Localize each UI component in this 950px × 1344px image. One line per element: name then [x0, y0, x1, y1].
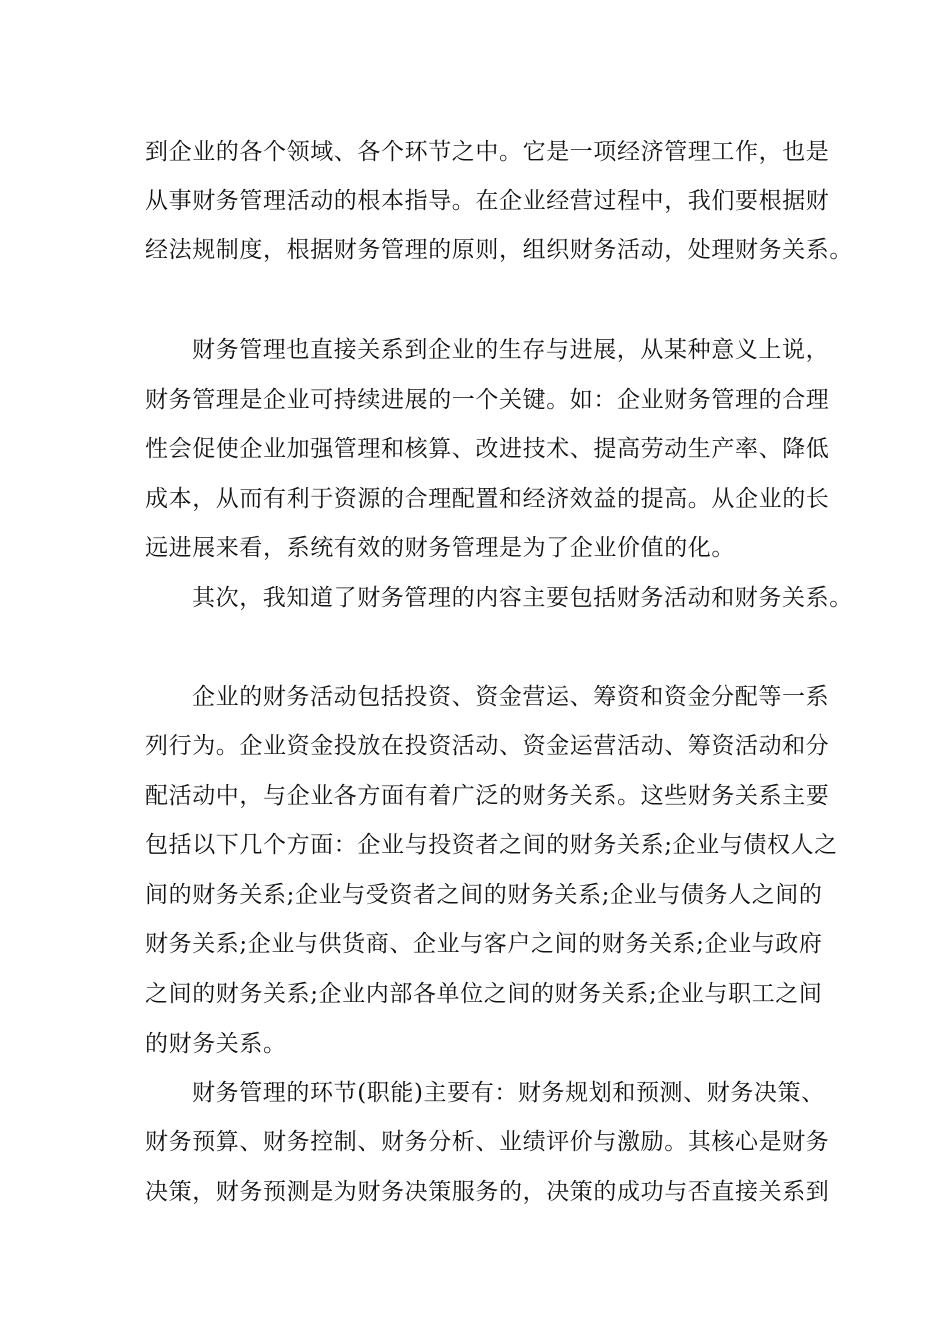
text-line: 包括以下几个方面：企业与投资者之间的财务关系;企业与债权人之 — [145, 832, 838, 858]
text-line: 企业的财务活动包括投资、资金营运、筹资和资金分配等一系 — [192, 684, 830, 710]
text-line: 财务管理的环节(职能)主要有：财务规划和预测、财务决策、 — [192, 1080, 825, 1106]
text-line: 远进展来看，系统有效的财务管理是为了企业价值的化。 — [145, 535, 735, 561]
text-line: 配活动中，与企业各方面有着广泛的财务关系。这些财务关系主要 — [145, 783, 830, 809]
text-line: 财务管理也直接关系到企业的生存与进展，从某种意义上说， — [192, 337, 830, 363]
text-line: 财务关系;企业与供货商、企业与客户之间的财务关系;企业与政府 — [145, 931, 823, 957]
text-line: 的财务关系。 — [145, 1031, 287, 1057]
text-line: 间的财务关系;企业与受资者之间的财务关系;企业与债务人之间的 — [145, 882, 823, 908]
text-line: 财务管理是企业可持续进展的一个关键。如：企业财务管理的合理 — [145, 387, 830, 413]
text-line: 经法规制度，根据财务管理的原则，组织财务活动，处理财务关系。 — [145, 237, 853, 263]
text-line: 到企业的各个领域、各个环节之中。它是一项经济管理工作，也是 — [145, 139, 830, 165]
text-line: 决策，财务预测是为财务决策服务的，决策的成功与否直接关系到 — [145, 1179, 830, 1205]
text-line: 性会促使企业加强管理和核算、改进技术、提高劳动生产率、降低 — [145, 436, 830, 462]
text-line: 列行为。企业资金投放在投资活动、资金运营活动、筹资活动和分 — [145, 733, 830, 759]
text-line: 财务预算、财务控制、财务分析、业绩评价与激励。其核心是财务 — [145, 1129, 830, 1155]
text-line: 从事财务管理活动的根本指导。在企业经营过程中，我们要根据财 — [145, 188, 830, 214]
text-line: 成本，从而有利于资源的合理配置和经济效益的提高。从企业的长 — [145, 486, 830, 512]
text-line: 其次，我知道了财务管理的内容主要包括财务活动和财务关系。 — [192, 585, 853, 611]
text-line: 之间的财务关系;企业内部各单位之间的财务关系;企业与职工之间 — [145, 981, 823, 1007]
